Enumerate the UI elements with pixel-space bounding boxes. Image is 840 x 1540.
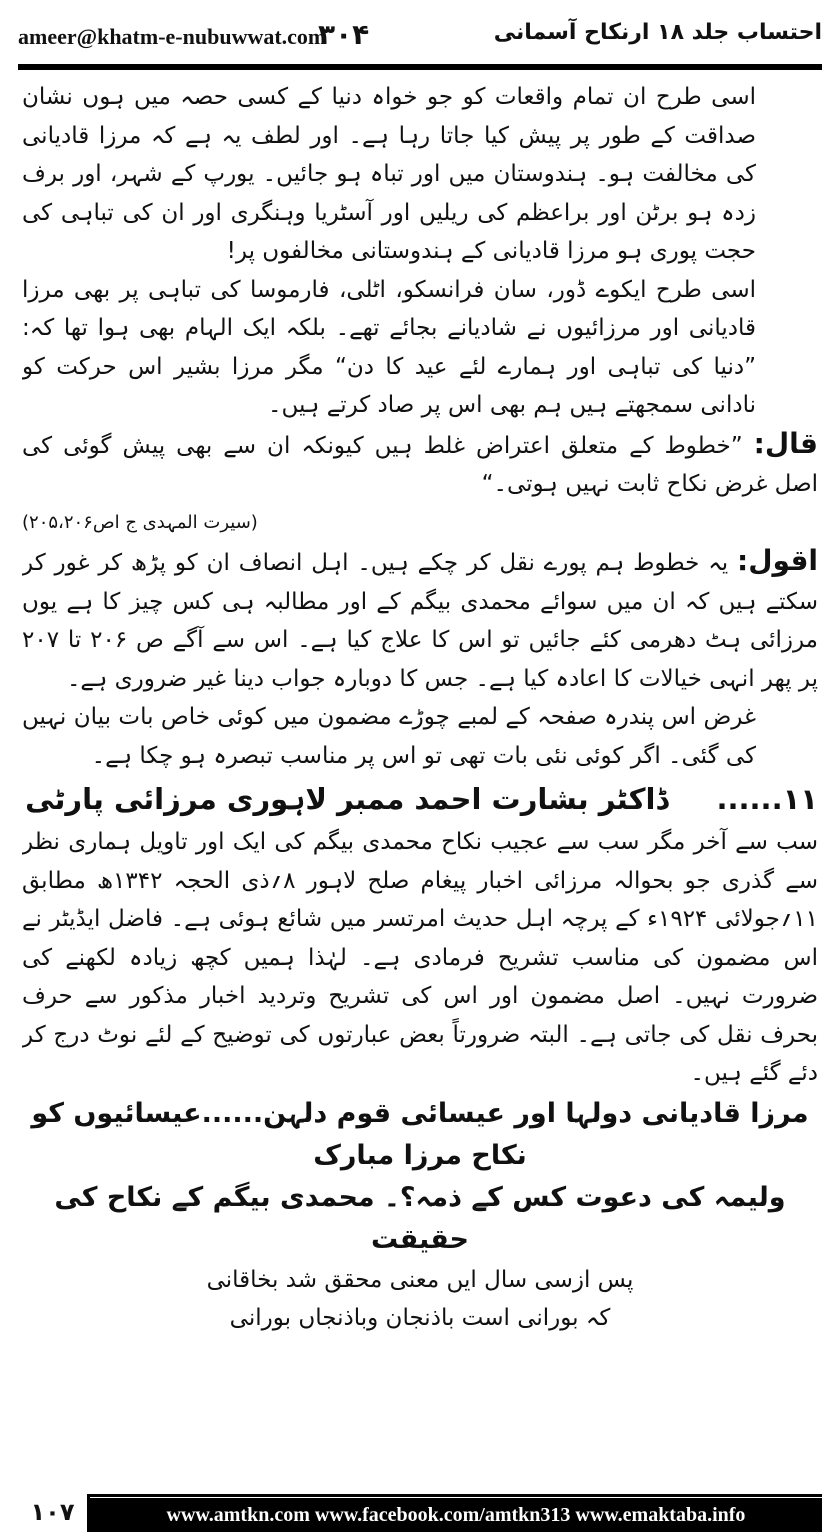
page-header bbox=[18, 18, 822, 62]
section-heading bbox=[22, 775, 818, 823]
paragraph-1: اسی طرح ان تمام واقعات کو جو خواہ دنیا کے کسی حصہ میں ہوں نشان صداقت کے طور پر پیش کیا جاتا رہا ہے۔ اور لطف یہ ہے کہ مرزا قادیانی کی مخالفت ہو۔ ہندوستان میں اور تباہ ہو جائیں۔ یورپ کے شہر، اور برف زدہ ہو برٹن اور براعظم کی ریلیں اور آسٹریا وہنگری اور ان کی تباہی کی حجت پوری ہو مرزا قادیانی کے ہندوستانی مخالفوں پر! bbox=[22, 84, 756, 264]
paragraph-5: غرض اس پندرہ صفحہ کے لمبے چوڑے مضمون میں کوئی خاص بات بیان نہیں کی گئی۔ اگر کوئی نئی بات تھی تو اس پر مناسب تبصرہ ہو چکا ہے۔ bbox=[22, 704, 756, 769]
header-rule bbox=[18, 64, 822, 70]
citation-row bbox=[22, 504, 818, 543]
paragraph-6: سب سے آخر مگر سب سے عجیب نکاح محمدی بیگم کی ایک اور تاویل ہماری نظر سے گذری جو بحوالہ مرزائی اخبار پیغام صلح لاہور ۸؍ذی الحجہ ۱۳۴۲ھ مطابق ۱۱؍جولائی ۱۹۲۴ء کے پرچہ اہل حدیث امرتسر میں شائع ہوئی ہے۔ فاضل ایڈیٹر نے اس مضمون کی مناسب تشریح فرمادی ہے۔ لہٰذا ہمیں کچھ زیادہ لکھنے کی ضرورت نہیں۔ اصل مضمون اور اس کی تشریح وتردید اخبار مذکور سے حرف بحرف نقل کی جاتی ہے۔ البتہ ضرورتاً بعض عبارتوں کی توضیح کے لئے نوٹ درج کر دئے گئے ہیں۔ bbox=[22, 829, 818, 1086]
qaal-label: قال: bbox=[753, 426, 818, 460]
paragraph-2: اسی طرح ایکوے ڈور، سان فرانسکو، اٹلی، فارموسا کی تباہی پر بھی مرزا قادیانی اور مرزائیوں نے شادیانے بجائے تھے۔ بلکہ ایک الہام بھی ہوا تھا کہ: ”دنیا کی تباہی اور ہمارے لئے عید کا دن“ مگر مرزا بشیر اس حرکت کو نادانی سمجھتے ہیں ہم بھی اس پر صاد کرتے ہیں۔ bbox=[22, 276, 756, 418]
page-footer bbox=[18, 1494, 822, 1534]
section-heading-text: ڈاکٹر بشارت احمد ممبر لاہوری مرزائی پارٹی bbox=[25, 782, 669, 816]
page-body bbox=[22, 78, 818, 1458]
header-page-number: ۳۰۴ bbox=[318, 18, 370, 51]
aqool-text: یہ خطوط ہم پورے نقل کر چکے ہیں۔ اہل انصاف ان کو پڑھ کر غور کر سکتے ہیں کہ ان میں سوائے محمدی بیگم کے اور مطالبہ ہی کس چیز کا ہے یوں مرزائی ہٹ دھرمی کئے جائیں تو اس کا علاج کیا ہے۔ اس سے آگے ص ۲۰۶ تا ۲۰۷ پر پھر انہی خیالات کا اعادہ کیا ہے۔ جس کا دوبارہ جواب دینا غیر ضروری ہے۔ bbox=[22, 550, 818, 692]
section-number: ۱۱...... bbox=[716, 782, 818, 816]
header-title: احتساب جلد ۱۸ ارنکاح آسمانی bbox=[493, 20, 822, 45]
footer-page-number: ۱۰۷ bbox=[18, 1494, 90, 1532]
bold-title-line-1: مرزا قادیانی دولہا اور عیسائی قوم دلہن......عیسائیوں کو نکاح مرزا مبارک bbox=[31, 1097, 809, 1171]
qaal-text: ”خطوط کے متعلق اعتراض غلط ہیں کیونکہ ان سے بھی پیش گوئی کی اصل غرض نکاح ثابت نہیں ہوتی۔“ bbox=[22, 432, 818, 497]
bold-title-line-2: ولیمہ کی دعوت کس کے ذمہ؟۔ محمدی بیگم کے نکاح کی حقیقت bbox=[54, 1181, 786, 1255]
poem-line-1: پس ازسی سال ایں معنی محقق شد بخاقانی bbox=[206, 1266, 634, 1293]
poem-line-2: کہ بورانی است باذنجان وباذنجاں بورانی bbox=[229, 1304, 611, 1331]
header-email[interactable]: ameer@khatm-e-nubuwwat.com bbox=[18, 24, 327, 49]
citation: (سیرت المہدی ج اص۲۰۵،۲۰۶) bbox=[22, 511, 258, 533]
footer-links[interactable]: www.amtkn.com www.facebook.com/amtkn313 www.emaktaba.info bbox=[90, 1498, 822, 1532]
qaal-paragraph bbox=[22, 425, 818, 504]
aqool-label: اقول: bbox=[737, 544, 818, 577]
footer-rule bbox=[90, 1494, 822, 1497]
aqool-paragraph bbox=[22, 542, 818, 698]
